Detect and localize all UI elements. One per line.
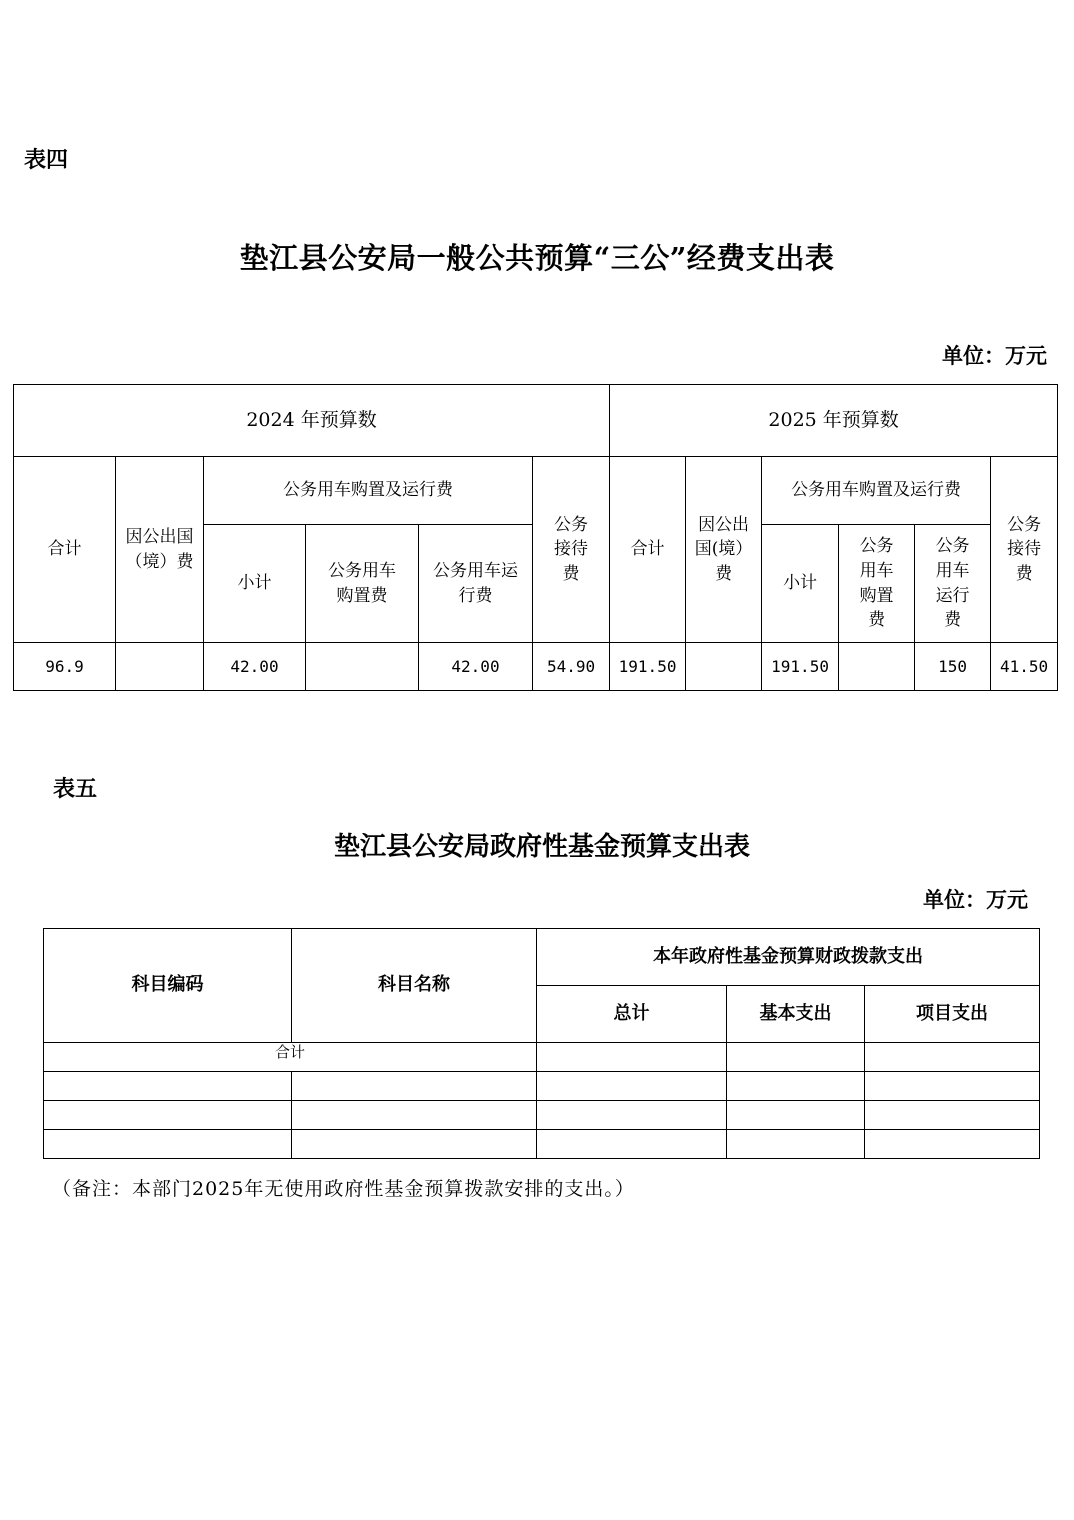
grand-total-header: 总计: [537, 986, 727, 1043]
value-vehicle-purchase-2025: [839, 643, 915, 691]
table-row: [44, 1101, 1040, 1130]
three-public-expenses-table: [13, 384, 1058, 691]
value-vehicle-operation-2024: 42.00: [419, 643, 533, 691]
total-header-2025: 合计: [610, 457, 686, 643]
sum-row-label: 合计: [44, 1043, 537, 1072]
vehicle-header-2024: 公务用车购置及运行费: [204, 457, 533, 525]
project-expense-header: 项目支出: [865, 986, 1040, 1043]
vehicle-operation-header-2024: 公务用车运行费: [419, 525, 533, 643]
reception-header-2024: 公务接待费: [533, 457, 610, 643]
value-total-2024: 96.9: [14, 643, 116, 691]
subject-code-header: 科目编码: [44, 929, 292, 1043]
abroad-header-2024: 因公出国（境）费: [116, 457, 204, 643]
table-row: [44, 1130, 1040, 1159]
year-2024-header: 2024 年预算数: [14, 385, 610, 457]
basic-expense-header: 基本支出: [727, 986, 865, 1043]
vehicle-header-2025: 公务用车购置及运行费: [762, 457, 991, 525]
vehicle-purchase-header-2024: 公务用车购置费: [306, 525, 419, 643]
year-2025-header: 2025 年预算数: [610, 385, 1058, 457]
fund-expenditure-header: 本年政府性基金预算财政拨款支出: [537, 929, 1040, 986]
table4-label: 表四: [24, 147, 69, 173]
table5-title: 垫江县公安局政府性基金预算支出表: [333, 832, 750, 862]
reception-header-2025: 公务接待费: [991, 457, 1058, 643]
value-abroad-2024: [116, 643, 204, 691]
table5-unit: 单位：万元: [923, 887, 1028, 912]
abroad-header-2025: 因公出国(境）费: [686, 457, 762, 643]
government-fund-table: [43, 928, 1040, 1159]
table5-note: （备注：本部门2025年无使用政府性基金预算拨款安排的支出。）: [52, 1178, 635, 1200]
value-total-2025: 191.50: [610, 643, 686, 691]
vehicle-operation-header-2025: 公务用车运行费: [915, 525, 991, 643]
value-subtotal-2024: 42.00: [204, 643, 306, 691]
total-header-2024: 合计: [14, 457, 116, 643]
table4-title: 垫江县公安局一般公共预算“三公”经费支出表: [239, 241, 835, 275]
value-vehicle-operation-2025: 150: [915, 643, 991, 691]
subtotal-header-2025: 小计: [762, 525, 839, 643]
value-abroad-2025: [686, 643, 762, 691]
value-reception-2024: 54.90: [533, 643, 610, 691]
table5-label: 表五: [53, 776, 98, 802]
table4-unit: 单位：万元: [942, 343, 1047, 368]
value-subtotal-2025: 191.50: [762, 643, 839, 691]
subtotal-header-2024: 小计: [204, 525, 306, 643]
vehicle-purchase-header-2025: 公务用车购置费: [839, 525, 915, 643]
value-vehicle-purchase-2024: [306, 643, 419, 691]
table-row: [44, 1043, 1040, 1072]
table-row: [44, 1072, 1040, 1101]
subject-name-header: 科目名称: [292, 929, 537, 1043]
value-reception-2025: 41.50: [991, 643, 1058, 691]
